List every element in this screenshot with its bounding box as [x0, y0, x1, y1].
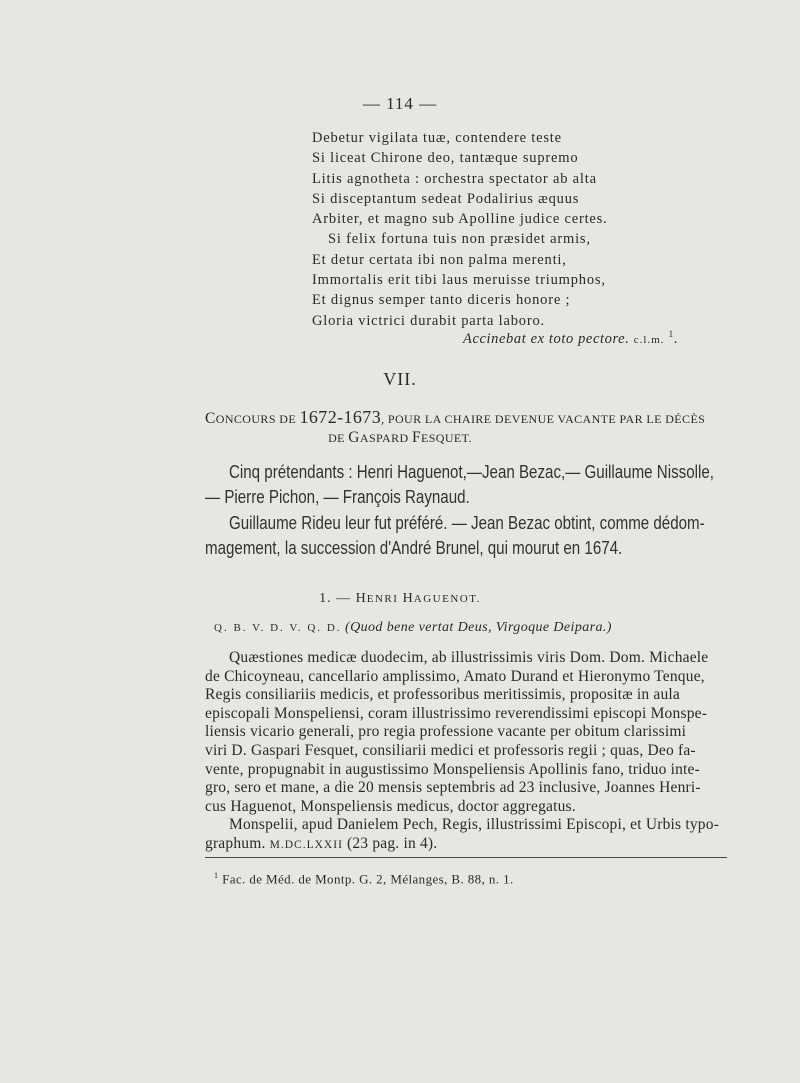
subsection-heading: 1. — HENRI HAGUENOT.	[319, 591, 481, 606]
footnote-text: Fac. de Méd. de Montp. G. 2, Mélanges, B. 88, n. 1.	[222, 871, 514, 887]
latin-line: vente, propugnabit in augustissimo Monspeliensis Apollinis fano, triduo inte-	[205, 760, 700, 778]
poem-line: Et detur certata ibi non palma merenti,	[312, 251, 567, 268]
footnote-reference: 1	[668, 329, 674, 339]
page-number-header: — 114 —	[362, 94, 438, 113]
section-number: VII.	[383, 369, 417, 389]
poem-line: Si felix fortuna tuis non præsidet armis,	[328, 231, 591, 248]
motto-line	[214, 620, 612, 636]
body-line: Cinq prétendants : Henri Haguenot,—Jean Bezac,— Guillaume Nissolle,	[229, 462, 714, 482]
accinebat-text: Accinebat ex toto pectore.	[463, 330, 630, 347]
motto-text: (Quod bene vertat Deus, Virgoque Deipara.)	[345, 620, 612, 635]
latin-line: cus Haguenot, Monspeliensis medicus, doctor aggregatus.	[205, 797, 576, 815]
latin-line: de Chicoyneau, cancellario amplissimo, Amato Durand et Hieronymo Tenque,	[205, 667, 705, 685]
latin-poem	[312, 128, 608, 331]
latin-line: viri D. Gaspari Fesquet, consiliarii medici et professoris regii ; quas, Deo fa-	[205, 742, 696, 759]
poem-line: Immortalis erit tibi laus meruisse triumphos,	[312, 272, 606, 289]
section-title-line-1: CONCOURS DE 1672-1673, POUR LA CHAIRE DEVENUE VACANTE PAR LE DÉCÈS	[205, 407, 706, 427]
imprint-line	[205, 835, 437, 853]
poem-line: Et dignus semper tanto diceris honore ;	[312, 292, 571, 309]
imprint-year: M.DC.LXXII	[269, 839, 343, 851]
poem-line: Debetur vigilata tuæ, contendere teste	[312, 130, 562, 146]
source-abbreviation: c.l.m.	[633, 333, 665, 346]
imprint-line: Monspelii, apud Danielem Pech, Regis, illustrissimi Episcopi, et Urbis typo-	[229, 816, 720, 834]
body-line: magement, la succession d'André Brunel, qui mourut en 1674.	[205, 538, 623, 558]
poem-line: Si disceptantum sedeat Podalirius æquus	[312, 190, 580, 207]
imprint-post: (23 pag. in 4).	[342, 835, 438, 852]
latin-line: Quæstiones medicæ duodecim, ab illustrissimis viris Dom. Dom. Michaele	[229, 649, 709, 666]
body-line: — Pierre Pichon, — François Raynaud.	[205, 487, 470, 507]
latin-line: liensis vicario generali, pro regia professione vacante per obitum clarissimi	[205, 723, 687, 741]
footnote-mark: 1	[214, 871, 219, 880]
section-title-line-2: DE GASPARD FESQUET.	[328, 429, 472, 446]
poem-line: Litis agnotheta : orchestra spectator ab alta	[312, 170, 597, 187]
footnote-rule	[205, 857, 727, 858]
motto-abbreviation: Q. B. V. D. V. Q. D.	[214, 622, 342, 634]
footnote	[214, 871, 514, 887]
latin-line: episcopali Monspeliensi, coram illustrissimo reverendissimi episcopi Monspe-	[205, 704, 708, 722]
imprint-pre: graphum.	[205, 835, 270, 852]
latin-line: Regis consiliariis medicis, et professoribus meritissimis, propositæ in aula	[205, 686, 680, 704]
poem-line: Si liceat Chirone deo, tantæque supremo	[312, 150, 579, 167]
accinebat-line: Accinebat ex toto pectore. c.l.m. $^1$.	[463, 329, 679, 347]
poem-line: Gloria victrici durabit parta laboro.	[312, 312, 545, 329]
poem-line: Arbiter, et magno sub Apolline judice certes.	[312, 211, 608, 228]
body-line: Guillaume Rideu leur fut préféré. — Jean Bezac obtint, comme dédom-	[229, 513, 705, 533]
latin-line: gro, sero et mane, a die 20 mensis septembris ad 23 inclusive, Joannes Henri-	[205, 779, 701, 797]
